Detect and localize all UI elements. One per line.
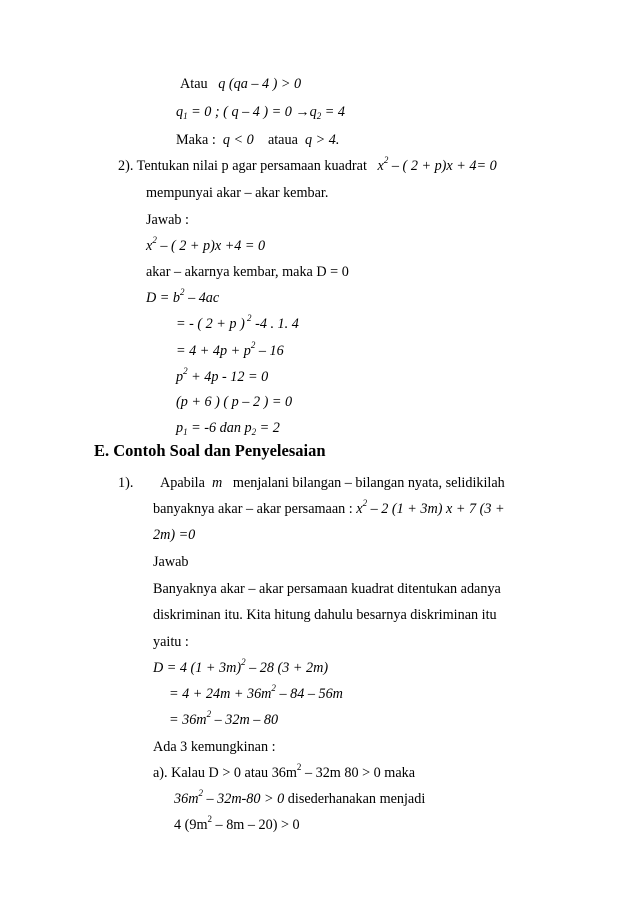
text-span: akar – akarnya kembar, maka D = 0 (146, 264, 349, 280)
text-span: 4 (9m (174, 817, 208, 833)
math-span: p (176, 420, 184, 436)
text-line (153, 526, 195, 544)
math-span: = 4 (321, 104, 345, 120)
text-span: – 8m – 20) > 0 (212, 817, 300, 833)
text-line (176, 393, 292, 411)
math-span: – 32m-80 > 0 (202, 791, 285, 807)
text-span: Jawab (153, 554, 189, 570)
text-line (118, 157, 497, 175)
text-line (146, 289, 219, 307)
superscript: 2 (198, 788, 203, 798)
math-span: q > 4. (304, 132, 340, 148)
math-span: 36m (174, 791, 199, 807)
math-span: – 16 (255, 343, 284, 359)
math-span: m (212, 475, 223, 491)
math-span: – 4ac (184, 290, 220, 306)
math-span: D = 4 (1 + 3m) (153, 660, 242, 676)
text-span: Maka : (176, 132, 216, 148)
superscript: 2 (152, 235, 157, 245)
text-line (153, 738, 276, 756)
superscript: 2 (183, 366, 188, 376)
text-line (176, 368, 268, 386)
subscript: 1 (183, 111, 188, 121)
text-line (153, 580, 501, 598)
math-span: = 4 + 4p + p (176, 343, 251, 359)
text-span: a). Kalau D > 0 atau 36m (153, 765, 297, 781)
text-span: diskriminan itu. Kita hitung dahulu besarnya diskriminan itu (153, 607, 497, 623)
text-line (153, 659, 328, 677)
math-span: – ( 2 + p)x +4 = 0 (156, 238, 266, 254)
math-span: – 28 (3 + 2m) (245, 660, 329, 676)
superscript: 2 (180, 287, 185, 297)
text-line (146, 263, 349, 281)
text-span: mempunyai akar – akar kembar. (146, 185, 329, 201)
math-span: = -6 dan p (187, 420, 252, 436)
text-line (153, 764, 415, 782)
text-line (169, 711, 278, 729)
text-span: Banyaknya akar – akar persamaan kuadrat ditentukan adanya (153, 581, 501, 597)
math-span: – 2 (1 + 3m) x + 7 (3 + (367, 501, 505, 517)
math-span: – 84 – 56m (275, 686, 343, 702)
text-span: Ada 3 kemungkinan : (153, 739, 276, 755)
text-line (176, 419, 280, 437)
text-span: Apabila (160, 475, 205, 491)
superscript: 2 (250, 340, 256, 350)
text-line (176, 342, 284, 360)
text-line (146, 184, 328, 202)
text-line (176, 315, 299, 333)
math-span: – ( 2 + p)x + 4= 0 (388, 158, 497, 174)
text-span: Jawab : (146, 212, 189, 228)
superscript: 2 (296, 762, 302, 772)
text-line (174, 816, 300, 834)
math-span: x (146, 238, 153, 254)
subscript: 2 (316, 111, 322, 121)
subscript: 2 (251, 427, 257, 437)
math-span: 2m) =0 (153, 527, 196, 543)
math-span: = 36m (169, 712, 207, 728)
text-line (174, 790, 425, 808)
math-span: q (176, 104, 184, 120)
text-span: 2). Tentukan nilai p agar persamaan kuadrat (118, 158, 367, 174)
text-span: ataua (267, 132, 298, 148)
math-span: D = b (146, 290, 181, 306)
text-line (153, 606, 497, 624)
math-span: – 32m – 80 (211, 712, 279, 728)
math-span: + 4p - 12 = 0 (187, 369, 269, 385)
subscript: 1 (183, 427, 188, 437)
text-line (180, 75, 301, 93)
math-span: p (176, 369, 184, 385)
math-span: (p + 6 ) ( p – 2 ) = 0 (176, 394, 293, 410)
math-span: x (356, 501, 363, 517)
text-line (176, 131, 339, 149)
text-span: menjalani bilangan – bilangan nyata, selidikilah (232, 475, 505, 491)
superscript: 2 (206, 709, 212, 719)
math-span: -4 . 1. 4 (251, 316, 299, 332)
superscript: 2 (241, 657, 246, 667)
section-heading: E. Contoh Soal dan Penyelesaian (94, 441, 326, 460)
text-span: Atau (180, 76, 208, 92)
math-span: = 0 ; ( q – 4 ) = 0 →q (187, 104, 317, 120)
text-line (160, 474, 505, 492)
text-span: banyaknya akar – akar persamaan : (153, 501, 357, 517)
math-span: q < 0 (222, 132, 254, 148)
text-line (153, 553, 188, 571)
superscript: 2 (362, 498, 368, 508)
math-span: x (377, 158, 384, 174)
text-line (146, 237, 265, 255)
text-line (176, 103, 345, 121)
superscript: 2 (244, 313, 252, 323)
text-span: – 32m 80 > 0 maka (301, 765, 416, 781)
math-span: = 4 + 24m + 36m (169, 686, 272, 702)
text-line (146, 211, 189, 229)
text-line (169, 685, 343, 703)
math-span: q (qa – 4 ) > 0 (218, 76, 302, 92)
superscript: 2 (271, 683, 276, 693)
superscript: 2 (383, 155, 389, 165)
math-span: = - ( 2 + p ) (176, 316, 245, 332)
text-line (153, 500, 505, 518)
math-span: = 2 (256, 420, 280, 436)
text-span: yaitu : (153, 634, 189, 650)
superscript: 2 (207, 814, 212, 824)
text-span: disederhanakan menjadi (284, 791, 426, 807)
text-line (153, 633, 189, 651)
problem-number: 1). (118, 475, 134, 491)
